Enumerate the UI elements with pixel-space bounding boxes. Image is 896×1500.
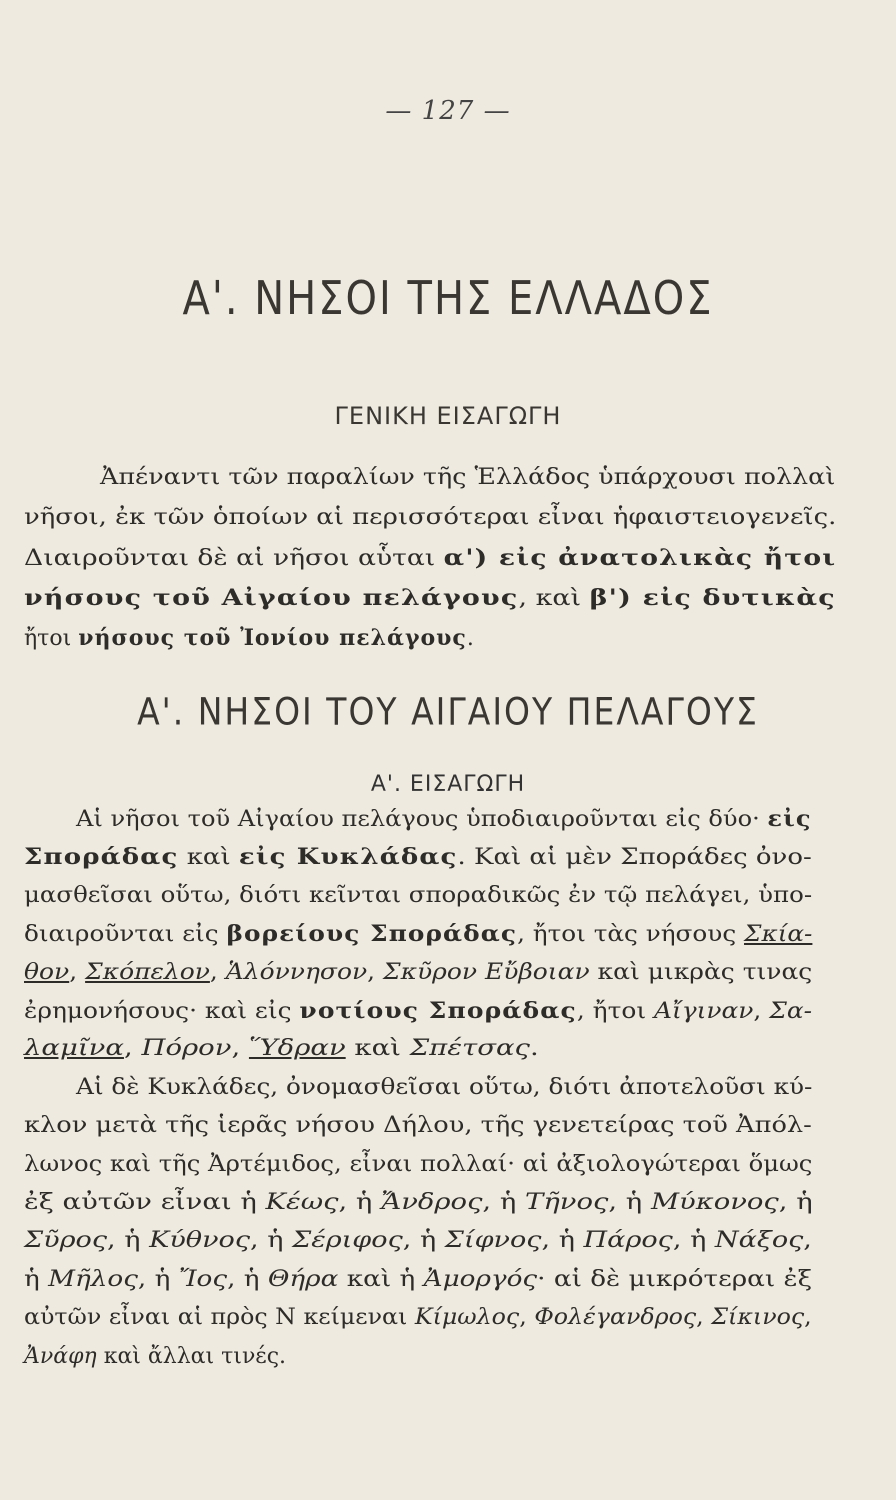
text-line	[24, 1152, 812, 1177]
text-span: Ἀπέναντι τῶν παραλίων τῆς Ἑλλάδος ὑπάρχουσι πολλαὶ	[100, 465, 836, 490]
text-span: Σίφνος	[444, 1228, 542, 1254]
text-span: Ἄνδρος	[381, 1190, 483, 1215]
text-span: Σῦρος	[24, 1228, 108, 1254]
text-span: Μύκονος	[650, 1190, 779, 1215]
text-span: Σα-	[769, 999, 813, 1024]
text-line	[24, 545, 836, 571]
text-span: ,	[69, 959, 86, 985]
text-span: .	[466, 626, 474, 651]
text-span: κλον μετὰ τῆς ἱερᾶς νήσου Δήλου, τῆς γενετείρας τοῦ Ἀπόλ-	[24, 1113, 812, 1139]
text-span: καὶ ἡ	[338, 1266, 424, 1292]
text-line	[24, 585, 836, 611]
text-line	[24, 625, 474, 651]
text-span: .	[529, 1036, 539, 1062]
text-span: μασθεῖσαι οὕτω, διότι κεῖνται σποραδικῶς ἐν τῷ πελάγει, ὑπο-	[24, 882, 813, 908]
text-span: Ἀνάφη	[24, 1343, 97, 1369]
text-line	[24, 960, 812, 985]
text-span: Σποράδας	[24, 844, 179, 871]
text-span: Σέριφος	[292, 1228, 403, 1254]
text-span: ,	[367, 959, 384, 985]
text-span: ,	[231, 1036, 249, 1062]
text-span: Σπέτσας	[409, 1036, 530, 1062]
text-line	[24, 1113, 812, 1138]
text-span: Σκία-	[744, 922, 813, 948]
text-span: εἰς Κυκλάδας	[238, 844, 458, 871]
text-span: λωνος καὶ τῆς Ἀρτέμιδος, εἶναι πολλαί· αἱ ἀξιολογώτεραι ὅμως	[24, 1151, 813, 1177]
text-span: β') εἰς δυτικὰς	[589, 585, 836, 611]
text-line	[24, 1267, 812, 1292]
text-span: Κύθνος	[149, 1228, 251, 1254]
text-line	[24, 883, 812, 908]
text-span: Ἴος	[178, 1266, 228, 1292]
text-span: ,	[803, 1228, 812, 1254]
text-span: Σκόπελον	[85, 959, 210, 985]
text-span: Τῆνος	[525, 1190, 609, 1215]
text-span: καὶ	[178, 845, 239, 871]
text-span: , ἡ	[250, 1228, 293, 1254]
text-line	[24, 1344, 286, 1369]
text-span: , ἡ	[541, 1228, 584, 1254]
text-line	[24, 1305, 812, 1330]
text-line	[24, 505, 836, 530]
text-span: καὶ ἄλλαι τινές.	[96, 1343, 287, 1369]
text-span: Πόρον	[141, 1036, 232, 1062]
text-line	[76, 1075, 812, 1100]
text-span: α') εἰς ἀνατολικὰς ἤτοι	[443, 545, 837, 571]
text-span: ,	[753, 999, 770, 1024]
text-span: ,	[804, 1305, 812, 1331]
text-span: , ἡ	[338, 1190, 382, 1215]
text-span: καὶ μικρὰς τινας	[589, 959, 813, 985]
text-span: αὐτῶν εἶναι αἱ πρὸς Ν κείμεναι	[24, 1305, 415, 1331]
text-span: ,	[123, 1036, 142, 1062]
text-span: Μῆλος	[48, 1266, 138, 1292]
text-line	[24, 1190, 813, 1215]
text-span: ἡ	[24, 1266, 49, 1292]
text-span: , ἡ	[227, 1266, 268, 1292]
text-span: νήσους τοῦ Ἰονίου πελάγους	[78, 625, 467, 651]
text-span: Ὕδραν	[248, 1036, 346, 1062]
text-span: Διαιροῦνται δὲ αἱ νῆσοι αὗται	[24, 546, 444, 571]
text-span: βορείους Σποράδας	[226, 921, 518, 948]
text-span: Αἱ δὲ Κυκλάδες, ὀνομασθεῖσαι οὕτω, διότι ἀποτελοῦσι κύ-	[76, 1074, 813, 1100]
text-line	[76, 806, 812, 832]
text-span: , ἤτοι τὰς νήσους	[517, 922, 745, 948]
text-span: Αἱ νῆσοι τοῦ Αἰγαίου πελάγους ὑποδιαιροῦνται εἰς δύο·	[76, 807, 768, 832]
section-title: Α'. ΝΗΣΟΙ ΤΟΥ ΑΙΓΑΙΟΥ ΠΕΛΑΓΟΥΣ	[137, 689, 759, 734]
text-span: , ἤτοι	[576, 999, 654, 1024]
text-line	[24, 998, 812, 1024]
text-span: ἐξ αὐτῶν εἶναι ἡ	[24, 1190, 266, 1215]
page-number: — 127 —	[385, 96, 511, 126]
text-span: ἐρημονήσους· καὶ εἰς	[24, 999, 300, 1024]
text-span: Αἴγιναν	[653, 999, 754, 1024]
text-span: , καὶ	[518, 586, 590, 611]
text-span: , ἡ	[778, 1190, 813, 1215]
text-span: , ἡ	[402, 1228, 445, 1254]
text-span: , ἡ	[608, 1190, 651, 1215]
text-span: · αἱ δὲ μικρότεραι ἐξ	[537, 1266, 813, 1292]
chapter-title: Α'. ΝΗΣΟΙ ΤΗΣ ΕΛΛΑΔΟΣ	[182, 272, 714, 326]
text-span: , ἡ	[672, 1228, 715, 1254]
text-span: . Καὶ αἱ μὲν Σποράδες ὀνο-	[457, 845, 812, 871]
text-line	[24, 1228, 812, 1253]
text-span: Φολέγανδρος	[534, 1305, 697, 1331]
text-span: ἤτοι	[24, 626, 79, 651]
text-span: ,	[519, 1305, 535, 1331]
text-span: ,	[209, 959, 226, 985]
text-span: νήσους τοῦ Αἰγαίου πελάγους	[24, 585, 519, 611]
text-span: Πάρος	[583, 1228, 673, 1254]
text-line	[100, 465, 835, 490]
text-line	[24, 1036, 539, 1061]
text-span: Ἁλόννησον	[225, 959, 368, 985]
text-span: Ἀμοργός	[423, 1266, 538, 1292]
text-span: θον	[24, 959, 70, 985]
text-span: Εὔβοιαν	[484, 959, 590, 985]
text-line	[24, 844, 812, 870]
chapter-subtitle: ΓΕΝΙΚΗ ΕΙΣΑΓΩΓΗ	[334, 402, 562, 430]
text-span: λαμῖνα	[24, 1036, 124, 1062]
text-span: , ἡ	[107, 1228, 150, 1254]
section-subtitle: Α'. ΕΙΣΑΓΩΓΗ	[370, 772, 526, 797]
text-span: Σκῦρον	[383, 959, 478, 985]
text-span: νοτίους Σποράδας	[299, 998, 577, 1024]
text-span: Κίμωλος	[414, 1305, 520, 1331]
text-span	[477, 960, 485, 985]
text-span: εἰς	[767, 806, 812, 832]
text-line	[24, 921, 812, 947]
text-span: , ἡ	[137, 1266, 179, 1292]
text-span: Σίκινος	[711, 1305, 805, 1331]
text-span: διαιροῦνται εἰς	[24, 922, 227, 948]
text-span: Θήρα	[267, 1266, 339, 1292]
text-span: νῆσοι, ἐκ τῶν ὁποίων αἱ περισσότεραι εἶναι ἡφαιστειογενεῖς.	[24, 505, 837, 530]
text-span: Νάξος	[714, 1228, 804, 1254]
text-span: ,	[696, 1305, 712, 1331]
text-span: Κέως	[265, 1190, 339, 1215]
text-span: καὶ	[345, 1036, 410, 1062]
text-span: , ἡ	[482, 1190, 526, 1215]
